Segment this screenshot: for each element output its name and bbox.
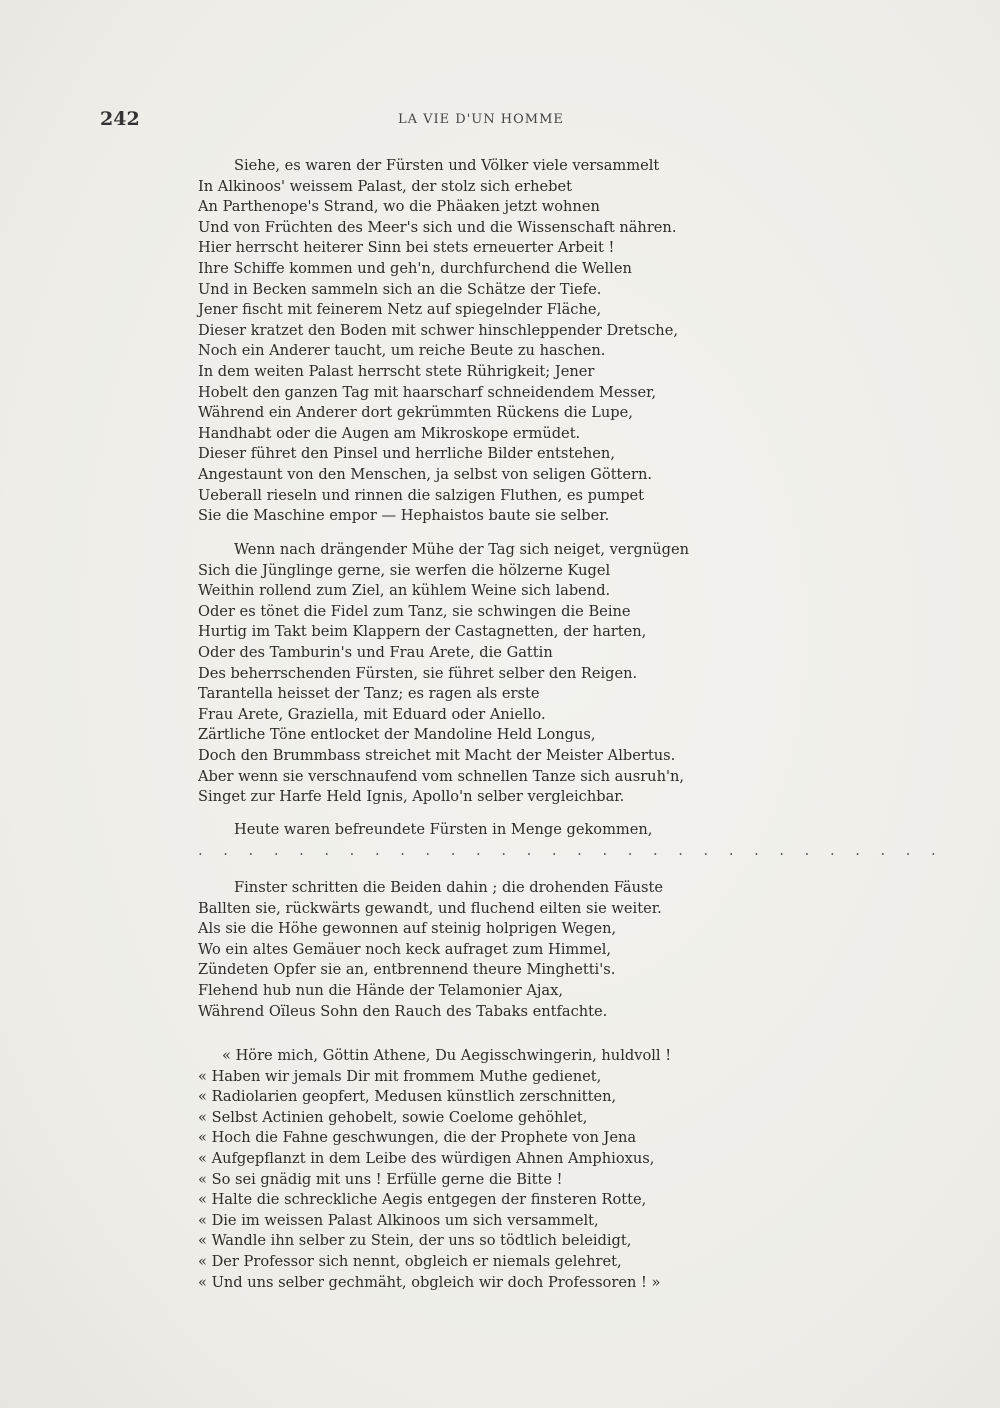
verse-line: Siehe, es waren der Fürsten und Völker viele versammelt (234, 157, 660, 174)
verse-line: Zündeten Opfer sie an, entbrennend theure Minghetti's. (198, 961, 616, 979)
verse-line: « Radiolarien geopfert, Medusen künstlich zerschnitten, (198, 1088, 617, 1106)
stanza-2 (198, 540, 728, 808)
verse-line: Hurtig im Takt beim Klappern der Castagnetten, der harten, (198, 623, 647, 641)
verse-line: Als sie die Höhe gewonnen auf steinig holprigen Wegen, (198, 920, 617, 938)
verse-line: Doch den Brummbass streichet mit Macht der Meister Albertus. (198, 746, 676, 764)
verse-line: « So sei gnädig mit uns ! Erfülle gerne die Bitte ! (198, 1170, 563, 1188)
verse-line: Singet zur Harfe Held Ignis, Apollo'n selber vergleichbar. (198, 788, 625, 806)
verse-line: Des beherrschenden Fürsten, sie führet selber den Reigen. (198, 664, 638, 682)
verse-line: Während ein Anderer dort gekrümmten Rückens die Lupe, (198, 404, 633, 422)
verse-line: « Wandle ihn selber zu Stein, der uns so tödtlich beleidigt, (198, 1232, 632, 1250)
verse-line: Zärtliche Töne entlocket der Mandoline Held Longus, (198, 726, 596, 744)
verse-line: Wo ein altes Gemäuer noch keck aufraget zum Himmel, (198, 940, 612, 958)
verse-line: « Halte die schreckliche Aegis entgegen der finsteren Rotte, (198, 1191, 647, 1209)
verse-line: Flehend hub nun die Hände der Telamonier Ajax, (198, 981, 563, 999)
verse-line: Oder des Tamburin's und Frau Arete, die Gattin (198, 643, 553, 661)
verse-line: Dieser führet den Pinsel und herrliche Bilder entstehen, (198, 445, 615, 463)
page-header (100, 108, 960, 138)
verse-line: Ihre Schiffe kommen und geh'n, durchfurchend die Wellen (198, 259, 632, 277)
verse-line: « Hoch die Fahne geschwungen, die der Prophete von Jena (198, 1129, 637, 1147)
stanza-3 (198, 820, 944, 861)
verse-line: Tarantella heisset der Tanz; es ragen als erste (198, 685, 540, 703)
verse-line: Noch ein Anderer taucht, um reiche Beute zu haschen. (198, 342, 606, 360)
ellipsis-line: . . . . . . . . . . . . . . . . . . . . . . . . . . . . . . (198, 841, 944, 859)
verse-line: In Alkinoos' weissem Palast, der stolz sich erhebet (198, 177, 572, 195)
verse-line: Ballten sie, rückwärts gewandt, und fluchend eilten sie weiter. (198, 899, 662, 917)
verse-line: « Der Professor sich nennt, obgleich er niemals gelehret, (198, 1252, 622, 1270)
page-number: 242 (100, 108, 140, 130)
stanza-1 (198, 156, 728, 527)
verse-line: Weithin rollend zum Ziel, an kühlem Weine sich labend. (198, 582, 611, 600)
verse-line: Während Oïleus Sohn den Rauch des Tabaks entfachte. (198, 1002, 608, 1020)
verse-line: Angestaunt von den Menschen, ja selbst von seligen Göttern. (198, 465, 653, 483)
verse-line: « Und uns selber gechmäht, obgleich wir doch Professoren ! » (198, 1273, 661, 1291)
verse-line: Frau Arete, Graziella, mit Eduard oder Aniello. (198, 705, 546, 723)
verse-line: « Selbst Actinien gehobelt, sowie Coelome gehöhlet, (198, 1108, 588, 1126)
verse-line: Hobelt den ganzen Tag mit haarscharf schneidendem Messer, (198, 383, 657, 401)
verse-line: Oder es tönet die Fidel zum Tanz, sie schwingen die Beine (198, 602, 631, 620)
verse-line: Und von Früchten des Meer's sich und die Wissenschaft nähren. (198, 218, 677, 236)
verse-line: Und in Becken sammeln sich an die Schätze der Tiefe. (198, 280, 602, 298)
verse-line: Aber wenn sie verschnaufend vom schnellen Tanze sich ausruh'n, (198, 767, 685, 785)
verse-line: Hier herrscht heiterer Sinn bei stets erneuerter Arbeit ! (198, 239, 615, 257)
verse-line: Ueberall rieseln und rinnen die salzigen Fluthen, es pumpet (198, 486, 645, 504)
verse-line: Handhabt oder die Augen am Mikroskope ermüdet. (198, 424, 581, 442)
verse-line: Dieser kratzet den Boden mit schwer hinschleppender Dretsche, (198, 321, 678, 339)
running-title: LA VIE D'UN HOMME (398, 112, 564, 127)
verse-line: In dem weiten Palast herrscht stete Rührigkeit; Jener (198, 362, 595, 380)
verse-line: Wenn nach drängender Mühe der Tag sich neiget, vergnügen (234, 541, 690, 558)
verse-line: Sie die Maschine empor — Hephaistos baute sie selber. (198, 507, 610, 525)
verse-line: « Die im weissen Palast Alkinoos um sich versammelt, (198, 1211, 599, 1229)
verse-line: An Parthenope's Strand, wo die Phäaken jetzt wohnen (198, 198, 600, 216)
stanza-4 (198, 878, 728, 1022)
verse-line: Jener fischt mit feinerem Netz auf spiegelnder Fläche, (198, 301, 602, 319)
verse-line: Finster schritten die Beiden dahin ; die drohenden Fäuste (234, 879, 664, 896)
verse-line: « Haben wir jemals Dir mit frommem Muthe gedienet, (198, 1067, 602, 1085)
verse-line: Heute waren befreundete Fürsten in Menge gekommen, (234, 821, 653, 838)
stanza-5 (198, 1046, 728, 1293)
verse-line: Sich die Jünglinge gerne, sie werfen die hölzerne Kugel (198, 561, 611, 579)
verse-line: « Höre mich, Göttin Athene, Du Aegisschwingerin, huldvoll ! (222, 1047, 672, 1064)
verse-line: « Aufgepflanzt in dem Leibe des würdigen Ahnen Amphioxus, (198, 1149, 655, 1167)
